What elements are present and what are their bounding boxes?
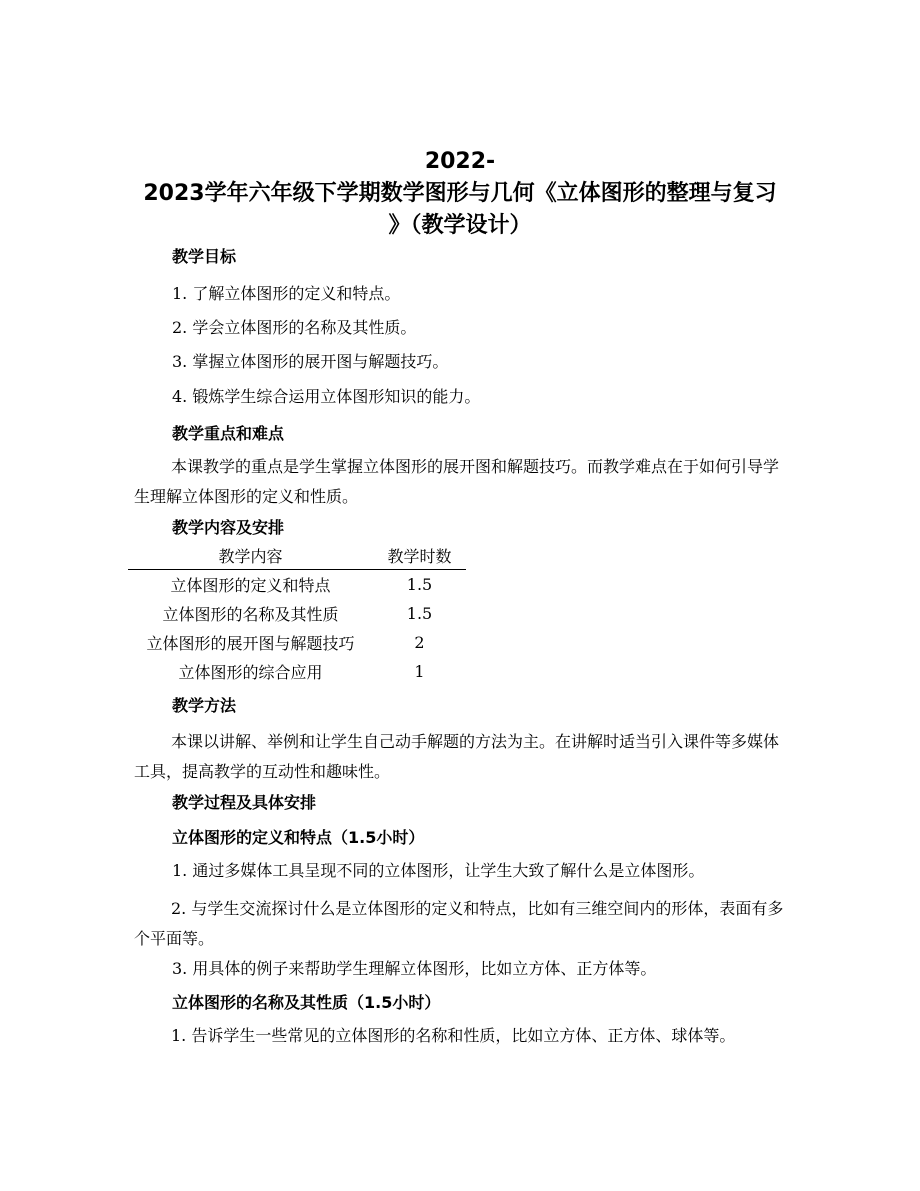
doc-title-line-3: 》（教学设计）: [388, 213, 532, 238]
column-header-hours: 教学时数: [373, 541, 466, 570]
section1-item: 2. 与学生交流探讨什么是立体图形的定义和特点，比如有三维空间内的形体，表面有多个平面等。: [134, 899, 784, 948]
schedule-table: [128, 541, 466, 686]
table-header-row: [128, 541, 466, 570]
keypoints-paragraph: 本课教学的重点是学生掌握立体图形的展开图和解题技巧。而教学难点在于如何引导学生理解立体图形的定义和性质。: [134, 457, 780, 506]
table-cell: 1.5: [406, 575, 433, 594]
goal-item: 1. 了解立体图形的定义和特点。: [172, 284, 401, 303]
doc-title-line-1: 2022-: [424, 149, 496, 174]
goals-heading: 教学目标: [172, 247, 237, 266]
table-cell: 立体图形的定义和特点: [170, 576, 331, 595]
table-cell: 立体图形的综合应用: [178, 663, 323, 682]
column-header-content: 教学内容: [128, 541, 373, 570]
table-row: [128, 599, 466, 628]
process-heading: 教学过程及具体安排: [172, 793, 317, 812]
method-paragraph: 本课以讲解、举例和让学生自己动手解题的方法为主。在讲解时适当引入课件等多媒体工具，提高教学的互动性和趣味性。: [134, 732, 780, 781]
table-cell: 2: [414, 633, 425, 652]
goal-item: 4. 锻炼学生综合运用立体图形知识的能力。: [172, 387, 481, 406]
method-heading: 教学方法: [172, 696, 237, 715]
section1-heading: 立体图形的定义和特点（1.5小时）: [172, 828, 425, 847]
goal-item: 3. 掌握立体图形的展开图与解题技巧。: [172, 352, 449, 371]
table-row: [128, 570, 466, 600]
section2-heading: 立体图形的名称及其性质（1.5小时）: [172, 993, 441, 1012]
doc-title-line-2: 2023学年六年级下学期数学图形与几何《立体图形的整理与复习: [143, 181, 777, 206]
table-row: [128, 628, 466, 657]
table-cell: 1: [414, 662, 425, 681]
table-cell: 立体图形的名称及其性质: [162, 605, 339, 624]
section1-item: 1. 通过多媒体工具呈现不同的立体图形，让学生大致了解什么是立体图形。: [172, 861, 705, 880]
table-cell: 1.5: [406, 604, 433, 623]
goal-item: 2. 学会立体图形的名称及其性质。: [172, 318, 417, 337]
section2-item: 1. 告诉学生一些常见的立体图形的名称和性质，比如立方体、正方体、球体等。: [171, 1026, 736, 1045]
section1-item: 3. 用具体的例子来帮助学生理解立体图形，比如立方体、正方体等。: [172, 959, 657, 978]
table-row: [128, 657, 466, 686]
table-cell: 立体图形的展开图与解题技巧: [146, 634, 355, 653]
keypoints-heading: 教学重点和难点: [172, 424, 285, 443]
content-heading: 教学内容及安排: [172, 518, 285, 537]
